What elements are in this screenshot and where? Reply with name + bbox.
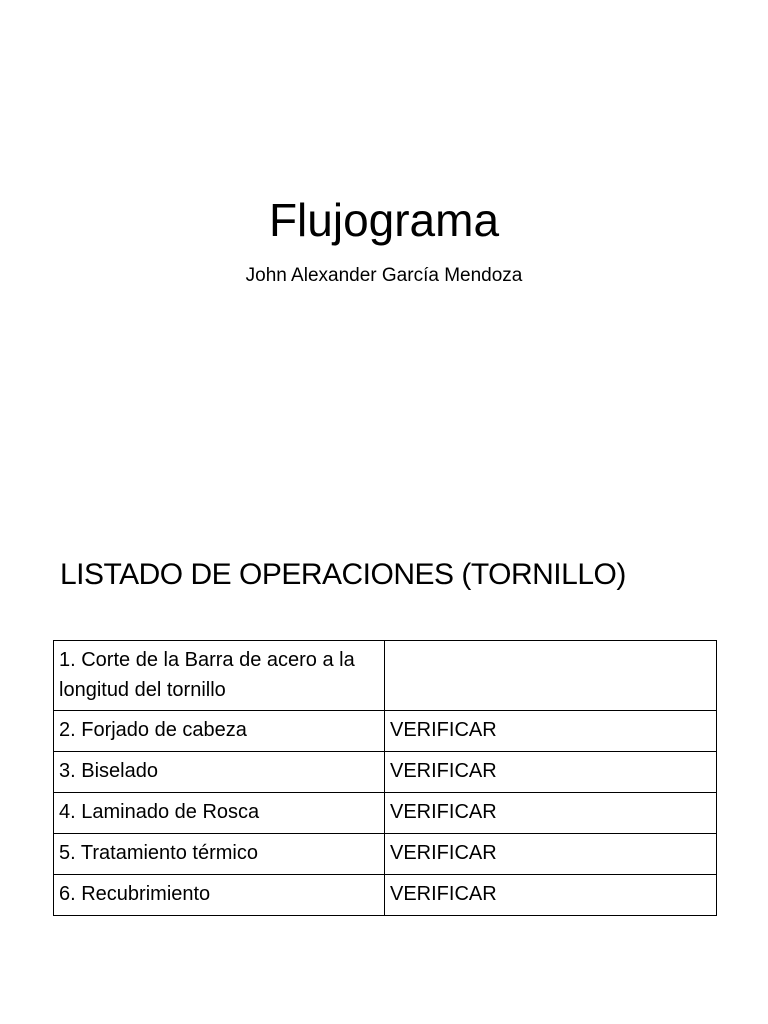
check-cell: VERIFICAR [385, 875, 717, 916]
slide-title: Flujograma [268, 194, 500, 246]
operation-cell: 6. Recubrimiento [54, 875, 385, 916]
check-cell: VERIFICAR [385, 752, 717, 793]
slide-author: John Alexander García Mendoza [245, 265, 523, 286]
table-row [54, 641, 717, 711]
check-cell: VERIFICAR [385, 793, 717, 834]
table-row [54, 834, 717, 875]
table-row [54, 793, 717, 834]
check-cell: VERIFICAR [385, 711, 717, 752]
operation-cell: 5. Tratamiento térmico [54, 834, 385, 875]
operations-table [53, 640, 717, 916]
table-row [54, 711, 717, 752]
operation-cell: 3. Biselado [54, 752, 385, 793]
operations-heading: LISTADO DE OPERACIONES (TORNILLO) [60, 558, 626, 591]
operations-slide [0, 512, 768, 1024]
check-cell [385, 641, 717, 711]
operation-cell: 4. Laminado de Rosca [54, 793, 385, 834]
check-cell: VERIFICAR [385, 834, 717, 875]
operation-cell: 1. Corte de la Barra de acero a la longitud del tornillo [54, 641, 385, 711]
table-row [54, 752, 717, 793]
table-row [54, 875, 717, 916]
operation-cell: 2. Forjado de cabeza [54, 711, 385, 752]
